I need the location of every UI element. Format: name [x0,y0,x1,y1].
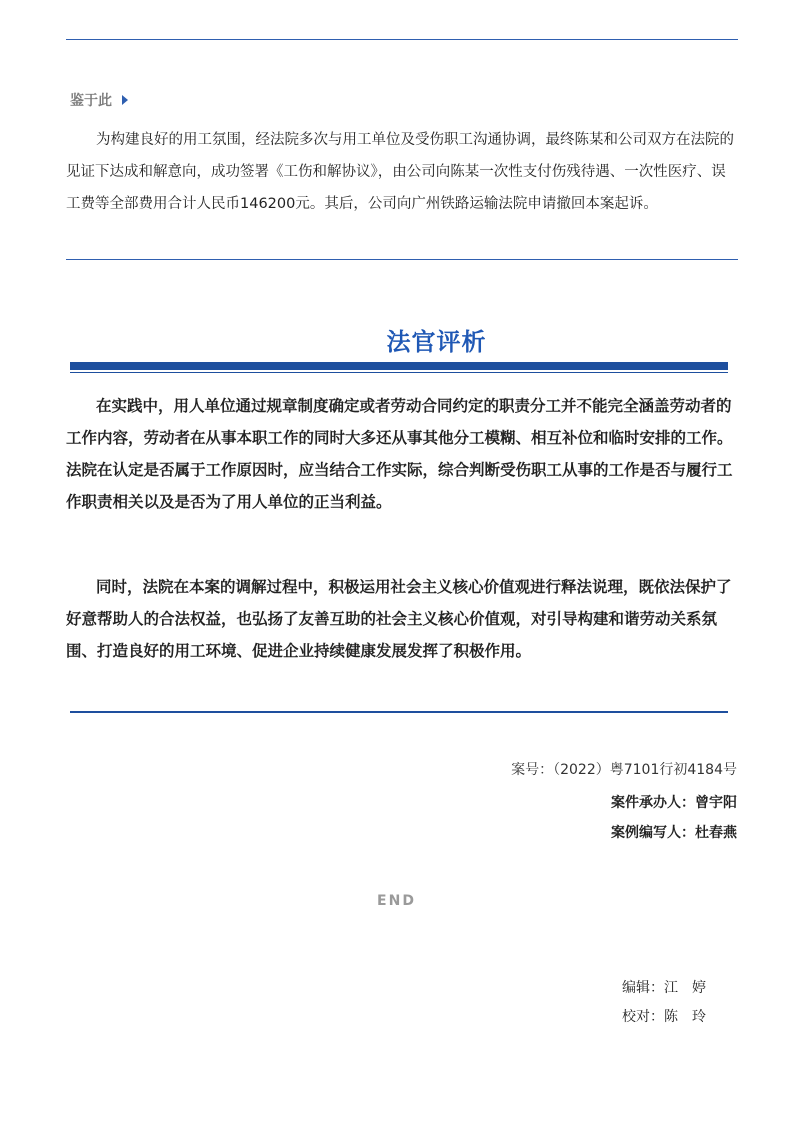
analysis-title: 法官评析 [386,328,487,356]
top-divider [66,39,738,40]
background-paragraph: 为构建良好的用工氛围，经法院多次与用工单位及受伤职工沟通协调，最终陈某和公司双方在法院的见证下达成和解意向，成功签署《工伤和解协议》，由公司向陈某一次性支付伤残待遇、一次性医疗、误工费等全部费用合计人民币146200元。其后，公司向广州铁路运输法院申请撤回本案起诉。 [66,132,734,212]
title-bar-line [70,372,728,373]
section-heading-label: 鉴于此 [70,93,112,109]
case-handler: 案件承办人：曾宇阳 [611,795,737,811]
proofreader-credit: 校对：陈 玲 [622,1009,706,1025]
analysis-paragraph-2: 同时，法院在本案的调解过程中，积极运用社会主义核心价值观进行释法说理，既依法保护了好意帮助人的合法权益，也弘扬了友善互助的社会主义核心价值观，对引导构建和谐劳动关系氛围、打造良好的用工环境、促进企业持续健康发展发挥了积极作用。 [66,578,732,660]
section-divider [66,259,738,260]
analysis-bottom-divider [70,711,728,713]
section-heading [70,90,128,110]
triangle-right-icon [122,95,128,105]
title-bar [70,362,728,370]
editor-credit: 编辑：江 婷 [622,980,706,996]
case-writer: 案例编写人：杜春燕 [611,825,737,841]
end-mark: END [377,893,416,909]
case-number: 案号：（2022）粤7101行初4184号 [511,762,737,778]
analysis-paragraph-1: 在实践中，用人单位通过规章制度确定或者劳动合同约定的职责分工并不能完全涵盖劳动者的工作内容，劳动者在从事本职工作的同时大多还从事其他分工模糊、相互补位和临时安排的工作。法院在认定是否属于工作原因时，应当结合工作实际，综合判断受伤职工从事的工作是否与履行工作职责相关以及是否为了用人单位的正当利益。 [66,397,733,511]
